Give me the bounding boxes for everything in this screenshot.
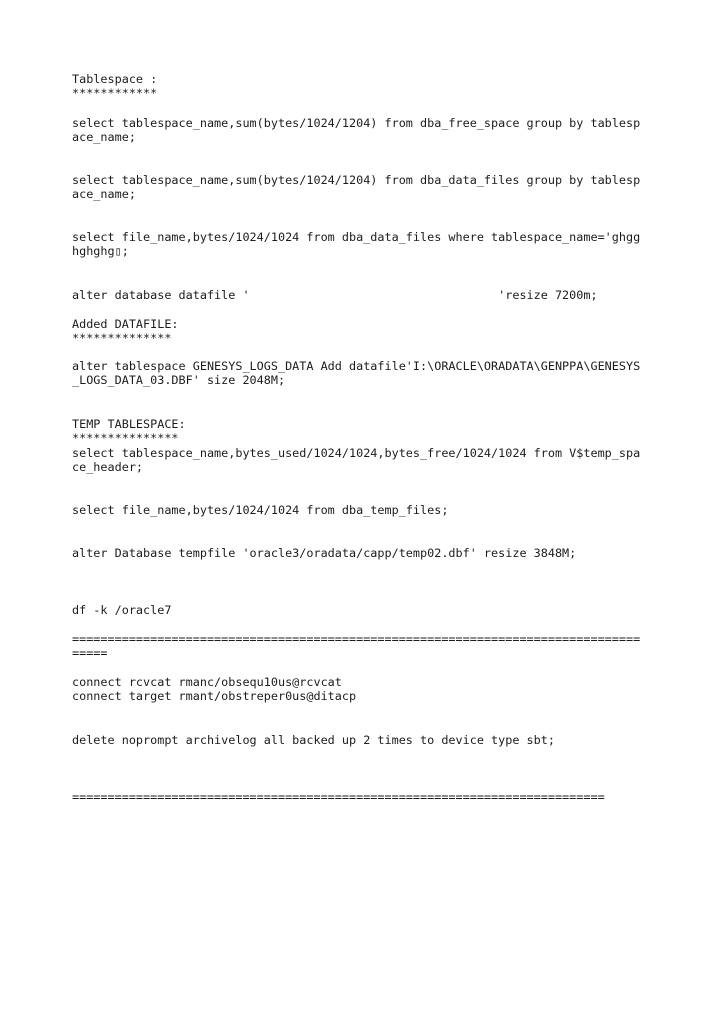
separator-line-2: =========================================================================== [72, 790, 605, 804]
free-space-query-line-2: ace_name; [72, 130, 136, 144]
resize-datafile-statement: alter database datafile ' 'resize 7200m; [72, 288, 598, 302]
df-command: df -k /oracle7 [72, 603, 172, 617]
add-datafile-line-2: _LOGS_DATA_03.DBF' size 2048M; [72, 373, 286, 387]
free-space-query-line-1: select tablespace_name,sum(bytes/1024/1204) from dba_free_space group by tablesp [72, 116, 641, 130]
temp-tablespace-underline: *************** [72, 431, 179, 445]
connect-target-command: connect target rmant/obstreper0us@ditacp [72, 689, 357, 703]
added-datafile-heading: Added DATAFILE: [72, 317, 179, 331]
temp-files-query: select file_name,bytes/1024/1024 from dba_temp_files; [72, 503, 449, 517]
added-datafile-underline: ************** [72, 331, 172, 345]
separator-line-1b: ===== [72, 646, 108, 660]
connect-rcvcat-command: connect rcvcat rmanc/obsequ10us@rcvcat [72, 675, 342, 689]
temp-tablespace-heading: TEMP TABLESPACE: [72, 417, 186, 431]
data-files-query-line-1: select tablespace_name,sum(bytes/1024/1204) from dba_data_files group by tablesp [72, 173, 641, 187]
file-name-query-line-2: hghghg▯; [72, 244, 129, 258]
file-name-query-line-1: select file_name,bytes/1024/1024 from dba_data_files where tablespace_name='ghgg [72, 230, 641, 244]
add-datafile-line-1: alter tablespace GENESYS_LOGS_DATA Add datafile'I:\ORACLE\ORADATA\GENPPA\GENESYS [72, 359, 641, 373]
separator-line-1a: ================================================================================ [72, 632, 641, 646]
resize-tempfile-statement: alter Database tempfile 'oracle3/oradata/capp/temp02.dbf' resize 3848M; [72, 546, 577, 560]
tablespace-heading: Tablespace : [72, 72, 158, 86]
data-files-query-line-2: ace_name; [72, 187, 136, 201]
tablespace-underline: ************ [72, 86, 158, 100]
temp-space-query-line-1: select tablespace_name,bytes_used/1024/1024,bytes_free/1024/1024 from V$temp_spa [72, 446, 641, 460]
temp-space-query-line-2: ce_header; [72, 460, 144, 474]
delete-archivelog-command: delete noprompt archivelog all backed up 2 times to device type sbt; [72, 733, 555, 747]
